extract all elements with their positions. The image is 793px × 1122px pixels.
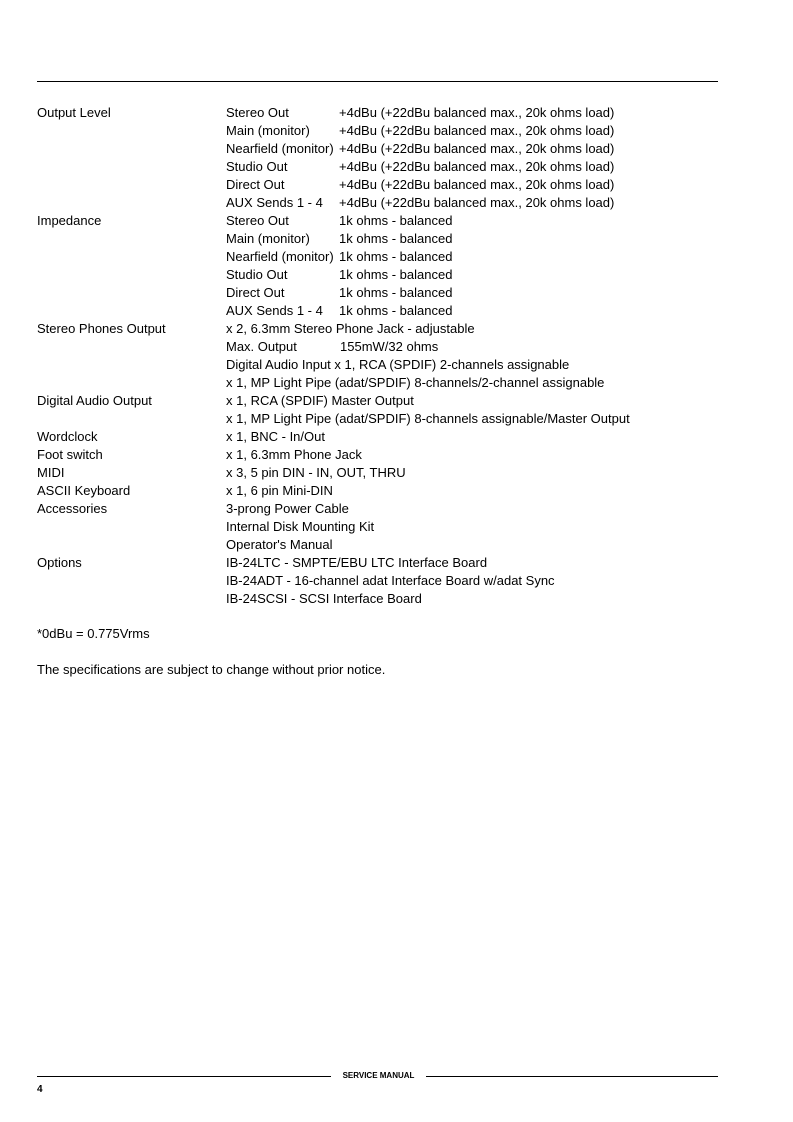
spec-row bbox=[37, 212, 718, 230]
spec-sub-label: Nearfield (monitor) bbox=[226, 249, 334, 264]
spec-value: 1k ohms - balanced bbox=[339, 303, 453, 318]
spec-row bbox=[37, 518, 718, 536]
spec-sub-label: Direct Out bbox=[226, 177, 285, 192]
spec-value: x 3, 5 pin DIN - IN, OUT, THRU bbox=[226, 465, 406, 480]
spec-value: x 1, BNC - In/Out bbox=[226, 429, 325, 444]
spec-row bbox=[37, 284, 718, 302]
spec-value: +4dBu (+22dBu balanced max., 20k ohms load) bbox=[339, 141, 615, 156]
spec-row bbox=[37, 158, 718, 176]
spec-value: 1k ohms - balanced bbox=[339, 249, 453, 264]
spec-row bbox=[37, 590, 718, 608]
footnote: *0dBu = 0.775Vrms bbox=[37, 626, 150, 641]
spec-value: +4dBu (+22dBu balanced max., 20k ohms load) bbox=[339, 123, 615, 138]
specifications-table bbox=[37, 104, 718, 608]
spec-sub-label: Nearfield (monitor) bbox=[226, 141, 334, 156]
spec-category-label: Foot switch bbox=[37, 447, 103, 462]
spec-row bbox=[37, 356, 718, 374]
footer-rule-left bbox=[37, 1076, 331, 1077]
spec-row bbox=[37, 428, 718, 446]
spec-category-label: MIDI bbox=[37, 465, 65, 480]
spec-row bbox=[37, 320, 718, 338]
spec-row bbox=[37, 392, 718, 410]
spec-value: 1k ohms - balanced bbox=[339, 231, 453, 246]
spec-row bbox=[37, 230, 718, 248]
spec-row bbox=[37, 500, 718, 518]
spec-row bbox=[37, 554, 718, 572]
spec-sub-label: Studio Out bbox=[226, 267, 288, 282]
spec-sub-label: Max. Output bbox=[226, 339, 297, 354]
spec-sub-label: Stereo Out bbox=[226, 105, 289, 120]
spec-sub-label: Main (monitor) bbox=[226, 231, 310, 246]
spec-row bbox=[37, 194, 718, 212]
spec-category-label: Impedance bbox=[37, 213, 102, 228]
spec-row bbox=[37, 410, 718, 428]
specifications-notice: The specifications are subject to change without prior notice. bbox=[37, 662, 386, 677]
spec-value: IB-24SCSI - SCSI Interface Board bbox=[226, 591, 422, 606]
footer-rule-right bbox=[426, 1076, 718, 1077]
spec-value: IB-24LTC - SMPTE/EBU LTC Interface Board bbox=[226, 555, 488, 570]
spec-row bbox=[37, 122, 718, 140]
spec-row bbox=[37, 572, 718, 590]
spec-value: 1k ohms - balanced bbox=[339, 285, 453, 300]
spec-value: x 2, 6.3mm Stereo Phone Jack - adjustable bbox=[226, 321, 475, 336]
spec-value: Operator's Manual bbox=[226, 537, 333, 552]
spec-value: Internal Disk Mounting Kit bbox=[226, 519, 375, 534]
spec-row bbox=[37, 140, 718, 158]
spec-sub-label: AUX Sends 1 - 4 bbox=[226, 303, 323, 318]
spec-sub-label: Main (monitor) bbox=[226, 123, 310, 138]
spec-category-label: ASCII Keyboard bbox=[37, 483, 131, 498]
spec-row bbox=[37, 266, 718, 284]
page-number: 4 bbox=[37, 1084, 43, 1095]
spec-category-label: Digital Audio Output bbox=[37, 393, 152, 408]
spec-row bbox=[37, 338, 718, 356]
spec-value: x 1, RCA (SPDIF) Master Output bbox=[226, 393, 414, 408]
spec-category-label: Wordclock bbox=[37, 429, 98, 444]
spec-category-label: Accessories bbox=[37, 501, 108, 516]
spec-row bbox=[37, 176, 718, 194]
spec-value: +4dBu (+22dBu balanced max., 20k ohms load) bbox=[339, 105, 615, 120]
spec-row bbox=[37, 302, 718, 320]
spec-value: +4dBu (+22dBu balanced max., 20k ohms load) bbox=[339, 195, 615, 210]
spec-row bbox=[37, 248, 718, 266]
spec-category-label: Stereo Phones Output bbox=[37, 321, 166, 336]
spec-value: x 1, MP Light Pipe (adat/SPDIF) 8-channels assignable/Master Output bbox=[226, 411, 630, 426]
spec-value: IB-24ADT - 16-channel adat Interface Board w/adat Sync bbox=[226, 573, 555, 588]
spec-value: x 1, MP Light Pipe (adat/SPDIF) 8-channels/2-channel assignable bbox=[226, 375, 605, 390]
spec-value: x 1, 6 pin Mini-DIN bbox=[226, 483, 333, 498]
footer-title: SERVICE MANUAL bbox=[342, 1071, 415, 1080]
spec-sub-label: Stereo Out bbox=[226, 213, 289, 228]
spec-row bbox=[37, 374, 718, 392]
spec-row bbox=[37, 104, 718, 122]
spec-value: 3-prong Power Cable bbox=[226, 501, 349, 516]
spec-row bbox=[37, 536, 718, 554]
spec-value: x 1, 6.3mm Phone Jack bbox=[226, 447, 362, 462]
spec-value: 1k ohms - balanced bbox=[339, 213, 453, 228]
spec-sub-label: AUX Sends 1 - 4 bbox=[226, 195, 323, 210]
spec-category-label: Options bbox=[37, 555, 82, 570]
spec-row bbox=[37, 446, 718, 464]
spec-category-label: Output Level bbox=[37, 105, 111, 120]
spec-value: +4dBu (+22dBu balanced max., 20k ohms load) bbox=[339, 159, 615, 174]
spec-sub-label: Direct Out bbox=[226, 285, 285, 300]
header-rule bbox=[37, 81, 718, 82]
spec-value: Digital Audio Input x 1, RCA (SPDIF) 2-channels assignable bbox=[226, 357, 570, 372]
spec-value: 155mW/32 ohms bbox=[340, 339, 439, 354]
spec-sub-label: Studio Out bbox=[226, 159, 288, 174]
spec-row bbox=[37, 482, 718, 500]
spec-value: +4dBu (+22dBu balanced max., 20k ohms load) bbox=[339, 177, 615, 192]
spec-value: 1k ohms - balanced bbox=[339, 267, 453, 282]
spec-row bbox=[37, 464, 718, 482]
